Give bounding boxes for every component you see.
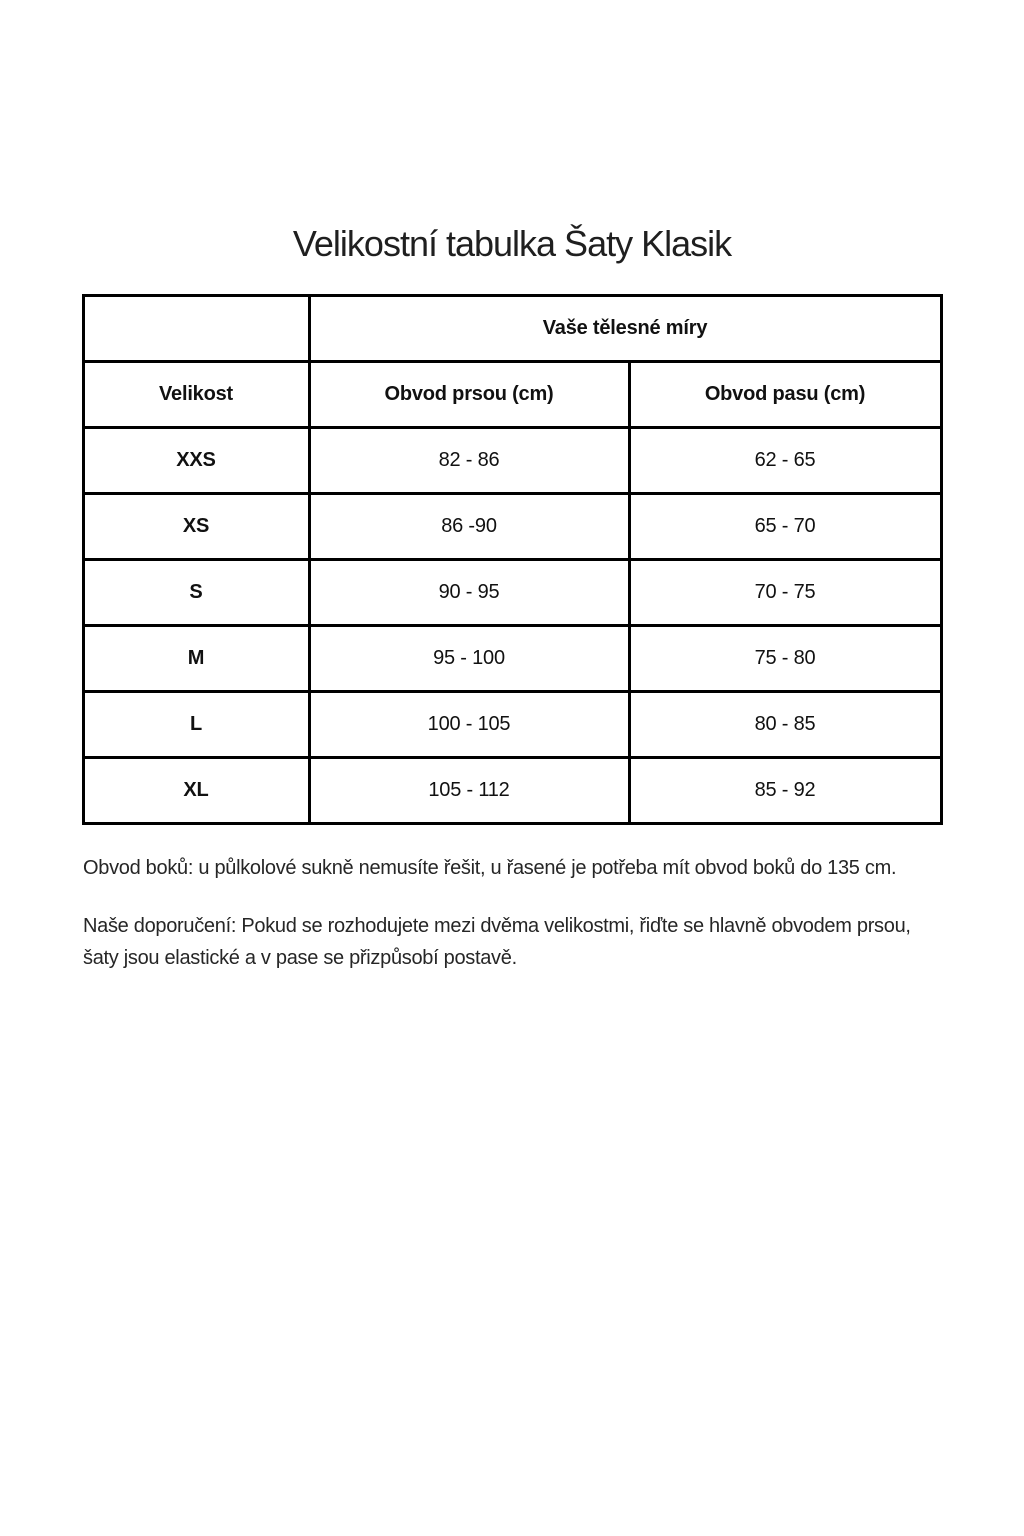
chest-range: 82 - 86 <box>309 428 629 494</box>
chest-range: 100 - 105 <box>309 692 629 758</box>
group-header-row <box>83 296 941 362</box>
table-row-l <box>83 692 941 758</box>
chest-range: 95 - 100 <box>309 626 629 692</box>
waist-range: 80 - 85 <box>629 692 941 758</box>
size-label: L <box>83 692 309 758</box>
note-recommendation: Naše doporučení: Pokud se rozhodujete mezi dvěma velikostmi, řiďte se hlavně obvodem prsou, šaty jsou elastické a v pase se přizpůsobí postavě. <box>83 915 911 969</box>
chest-range: 86 -90 <box>309 494 629 560</box>
note-hips: Obvod boků: u půlkolové sukně nemusíte řešit, u řasené je potřeba mít obvod boků do 135 cm. <box>83 857 897 879</box>
waist-range: 65 - 70 <box>629 494 941 560</box>
column-header-velikost: Velikost <box>83 362 309 428</box>
column-header-obvod-pasu: Obvod pasu (cm) <box>629 362 941 428</box>
table-row-s <box>83 560 941 626</box>
size-table <box>82 294 943 825</box>
size-label: S <box>83 560 309 626</box>
empty-corner-cell <box>83 296 309 362</box>
waist-range: 70 - 75 <box>629 560 941 626</box>
page-title: Velikostní tabulka Šaty Klasik <box>292 223 732 264</box>
table-row-m <box>83 626 941 692</box>
chest-range: 105 - 112 <box>309 758 629 824</box>
table-row-xl <box>83 758 941 824</box>
group-header-cell: Vaše tělesné míry <box>309 296 941 362</box>
waist-range: 75 - 80 <box>629 626 941 692</box>
size-label: XXS <box>83 428 309 494</box>
waist-range: 62 - 65 <box>629 428 941 494</box>
column-header-obvod-prsou: Obvod prsou (cm) <box>309 362 629 428</box>
table-row-xs <box>83 494 941 560</box>
waist-range: 85 - 92 <box>629 758 941 824</box>
chest-range: 90 - 95 <box>309 560 629 626</box>
size-label: XL <box>83 758 309 824</box>
table-row-xxs <box>83 428 941 494</box>
size-label: XS <box>83 494 309 560</box>
column-header-row <box>83 362 941 428</box>
size-label: M <box>83 626 309 692</box>
